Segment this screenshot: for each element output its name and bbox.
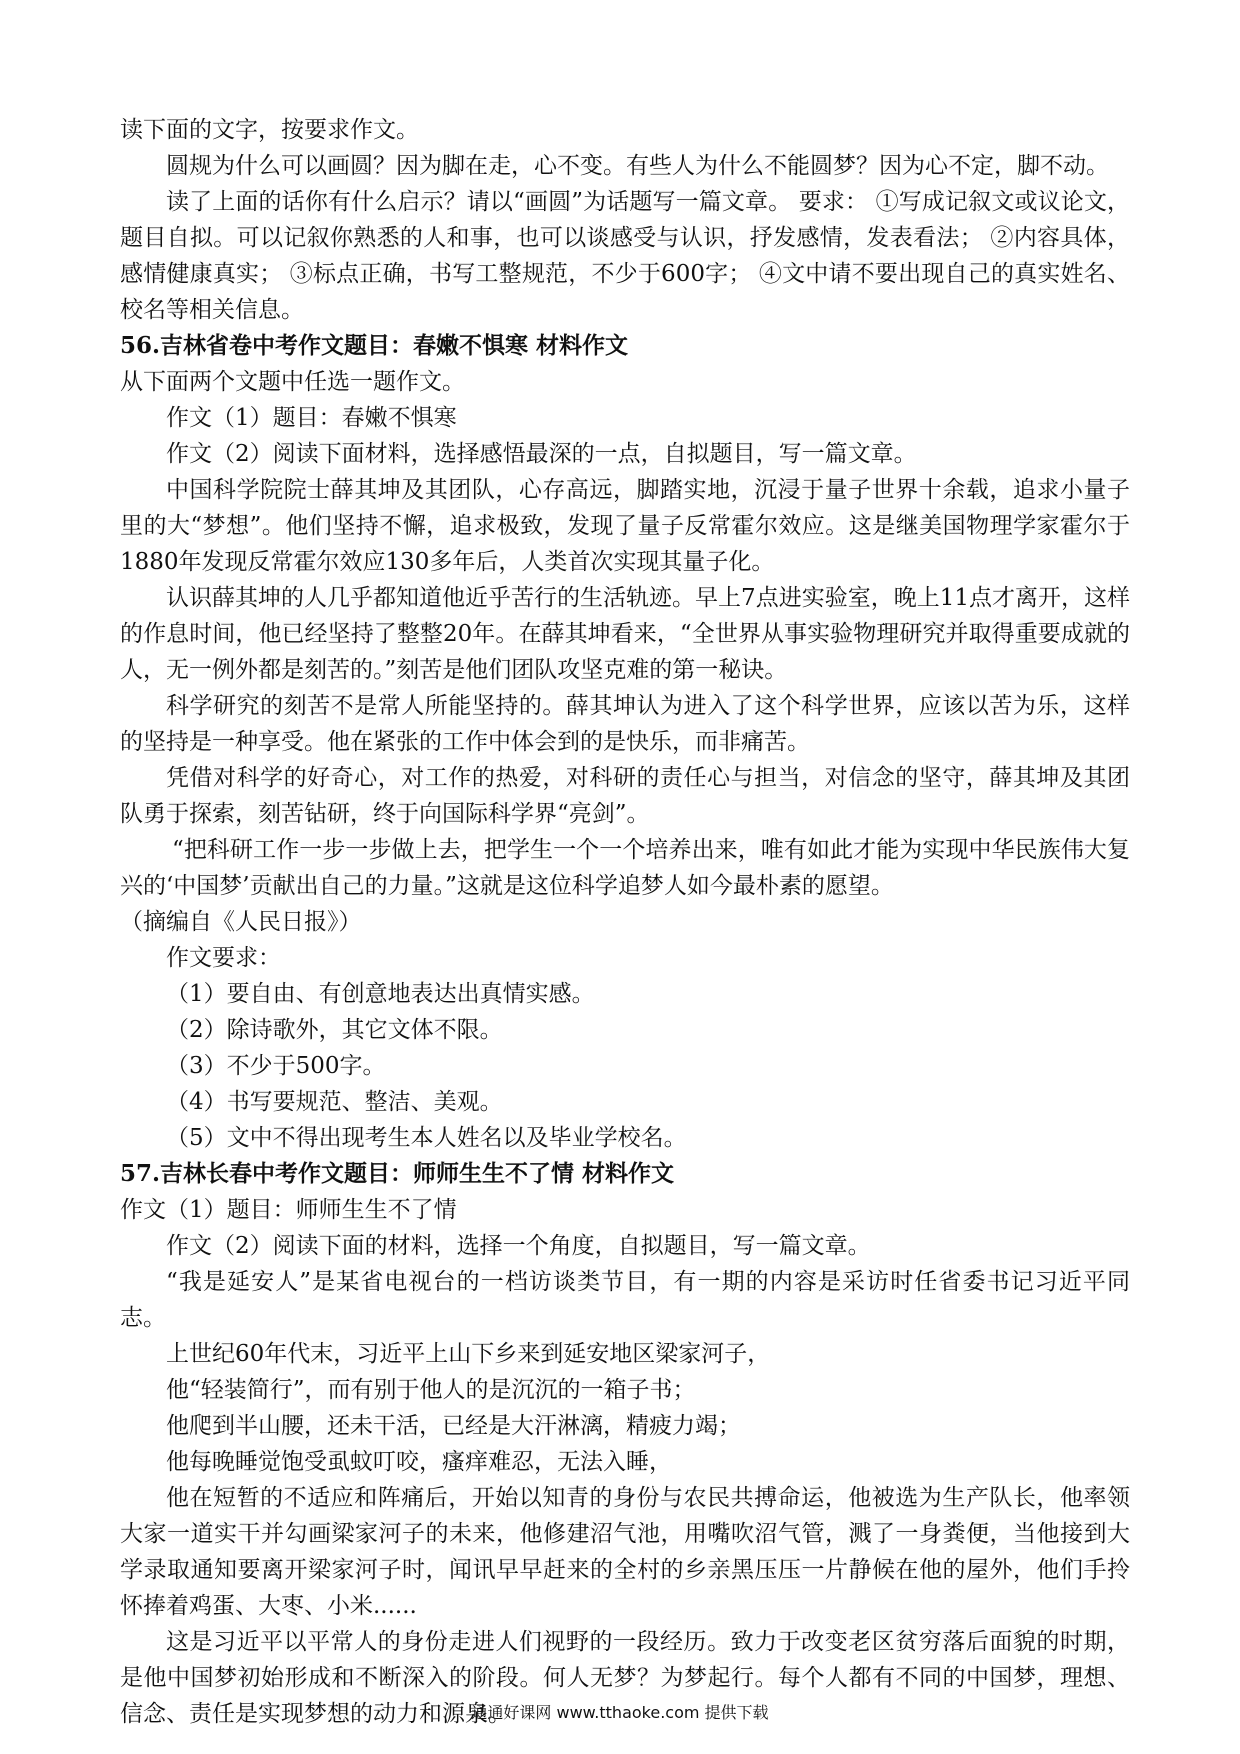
paragraph: “我是延安人”是某省电视台的一档访谈类节目，有一期的内容是采访时任省委书记习近平同志。	[120, 1269, 1130, 1331]
paragraph: 认识薛其坤的人几乎都知道他近乎苦行的生活轨迹。早上7点进实验室，晚上11点才离开，这样的作息时间，他已经坚持了整整20年。在薛其坤看来，“全世界从事实验物理研究并取得重要成就的人，无一例外都是刻苦的。”刻苦是他们团队攻坚克难的第一秘诀。	[120, 585, 1130, 683]
paragraph: 圆规为什么可以画圆？因为脚在走，心不变。有些人为什么不能圆梦？因为心不定，脚不动。	[166, 153, 1109, 179]
paragraph: “把科研工作一步一步做上去，把学生一个一个培养出来，唯有如此才能为实现中华民族伟大复兴的‘中国梦’贡献出自己的力量。”这就是这位科学追梦人如今最朴素的愿望。	[120, 837, 1130, 899]
requirement-item: （1）要自由、有创意地表达出真情实感。	[166, 981, 595, 1007]
section-heading: 56.吉林省卷中考作文题目：春嫩不惧寒 材料作文	[120, 332, 629, 359]
paragraph: 作文（2）阅读下面的材料，选择一个角度，自拟题目，写一篇文章。	[166, 1233, 871, 1259]
requirement-item: （3）不少于500字。	[166, 1053, 386, 1079]
paragraph: 中国科学院院士薛其坤及其团队，心存高远，脚踏实地，沉浸于量子世界十余载，追求小量子里的大“梦想”。他们坚持不懈，追求极致，发现了量子反常霍尔效应。这是继美国物理学家霍尔于1880年发现反常霍尔效应130多年后，人类首次实现其量子化。	[120, 477, 1130, 575]
paragraph: 读了上面的话你有什么启示？请以“画圆”为话题写一篇文章。 要求： ①写成记叙文或议论文，题目自拟。可以记叙你熟悉的人和事，也可以谈感受与认识，抒发感情，发表看法； ②内容具体，感情健康真实； ③标点正确，书写工整规范，不少于600字； ④文中请不要出现自己的真实姓名、校名等相关信息。	[120, 189, 1130, 323]
paragraph: 作文（2）阅读下面材料，选择感悟最深的一点，自拟题目，写一篇文章。	[166, 441, 917, 467]
section-heading: 57.吉林长春中考作文题目：师师生生不了情 材料作文	[120, 1160, 675, 1187]
requirement-item: （5）文中不得出现考生本人姓名以及毕业学校名。	[166, 1125, 687, 1151]
paragraph: 他每晚睡觉饱受虱蚊叮咬，瘙痒难忍，无法入睡，	[166, 1449, 672, 1475]
paragraph: 作文（1）题目：春嫩不惧寒	[166, 405, 457, 431]
paragraph: 他在短暂的不适应和阵痛后，开始以知青的身份与农民共搏命运，他被选为生产队长，他率领大家一道实干并勾画梁家河子的未来，他修建沼气池，用嘴吹沼气管，溅了一身粪便，当他接到大学录取通知要离开梁家河子时，闻讯早早赶来的全村的乡亲黑压压一片静候在他的屋外，他们手拎怀捧着鸡蛋、大枣、小米......	[120, 1485, 1130, 1619]
paragraph: 科学研究的刻苦不是常人所能坚持的。薛其坤认为进入了这个科学世界，应该以苦为乐，这样的坚持是一种享受。他在紧张的工作中体会到的是快乐，而非痛苦。	[120, 693, 1130, 755]
paragraph: 作文（1）题目：师师生生不了情	[120, 1197, 457, 1223]
document-body	[120, 112, 1130, 1732]
paragraph: 凭借对科学的好奇心，对工作的热爱，对科研的责任心与担当，对信念的坚守，薛其坤及其团队勇于探索，刻苦钻研，终于向国际科学界“亮剑”。	[120, 765, 1130, 827]
paragraph: 这是习近平以平常人的身份走进人们视野的一段经历。致力于改变老区贫穷落后面貌的时期，是他中国梦初始形成和不断深入的阶段。何人无梦？为梦起行。每个人都有不同的中国梦，理想、信念、责任是实现梦想的动力和源泉。	[120, 1629, 1130, 1727]
paragraph: 上世纪60年代末，习近平上山下乡来到延安地区梁家河子，	[166, 1341, 771, 1367]
paragraph: 从下面两个文题中任选一题作文。	[120, 369, 465, 395]
paragraph: 他爬到半山腰，还未干活，已经是大汗淋漓，精疲力竭；	[166, 1413, 741, 1439]
page-footer: 通通好课网 www.tthaoke.com 提供下载	[471, 1703, 769, 1722]
requirement-item: （2）除诗歌外，其它文体不限。	[166, 1017, 503, 1043]
source-note: （摘编自《人民日报》）	[120, 909, 362, 935]
paragraph: 读下面的文字，按要求作文。	[120, 117, 419, 143]
paragraph: 他“轻装简行”，而有别于他人的是沉沉的一箱子书；	[166, 1377, 696, 1403]
requirement-item: （4）书写要规范、整洁、美观。	[166, 1089, 503, 1115]
requirements-title: 作文要求：	[166, 945, 281, 971]
